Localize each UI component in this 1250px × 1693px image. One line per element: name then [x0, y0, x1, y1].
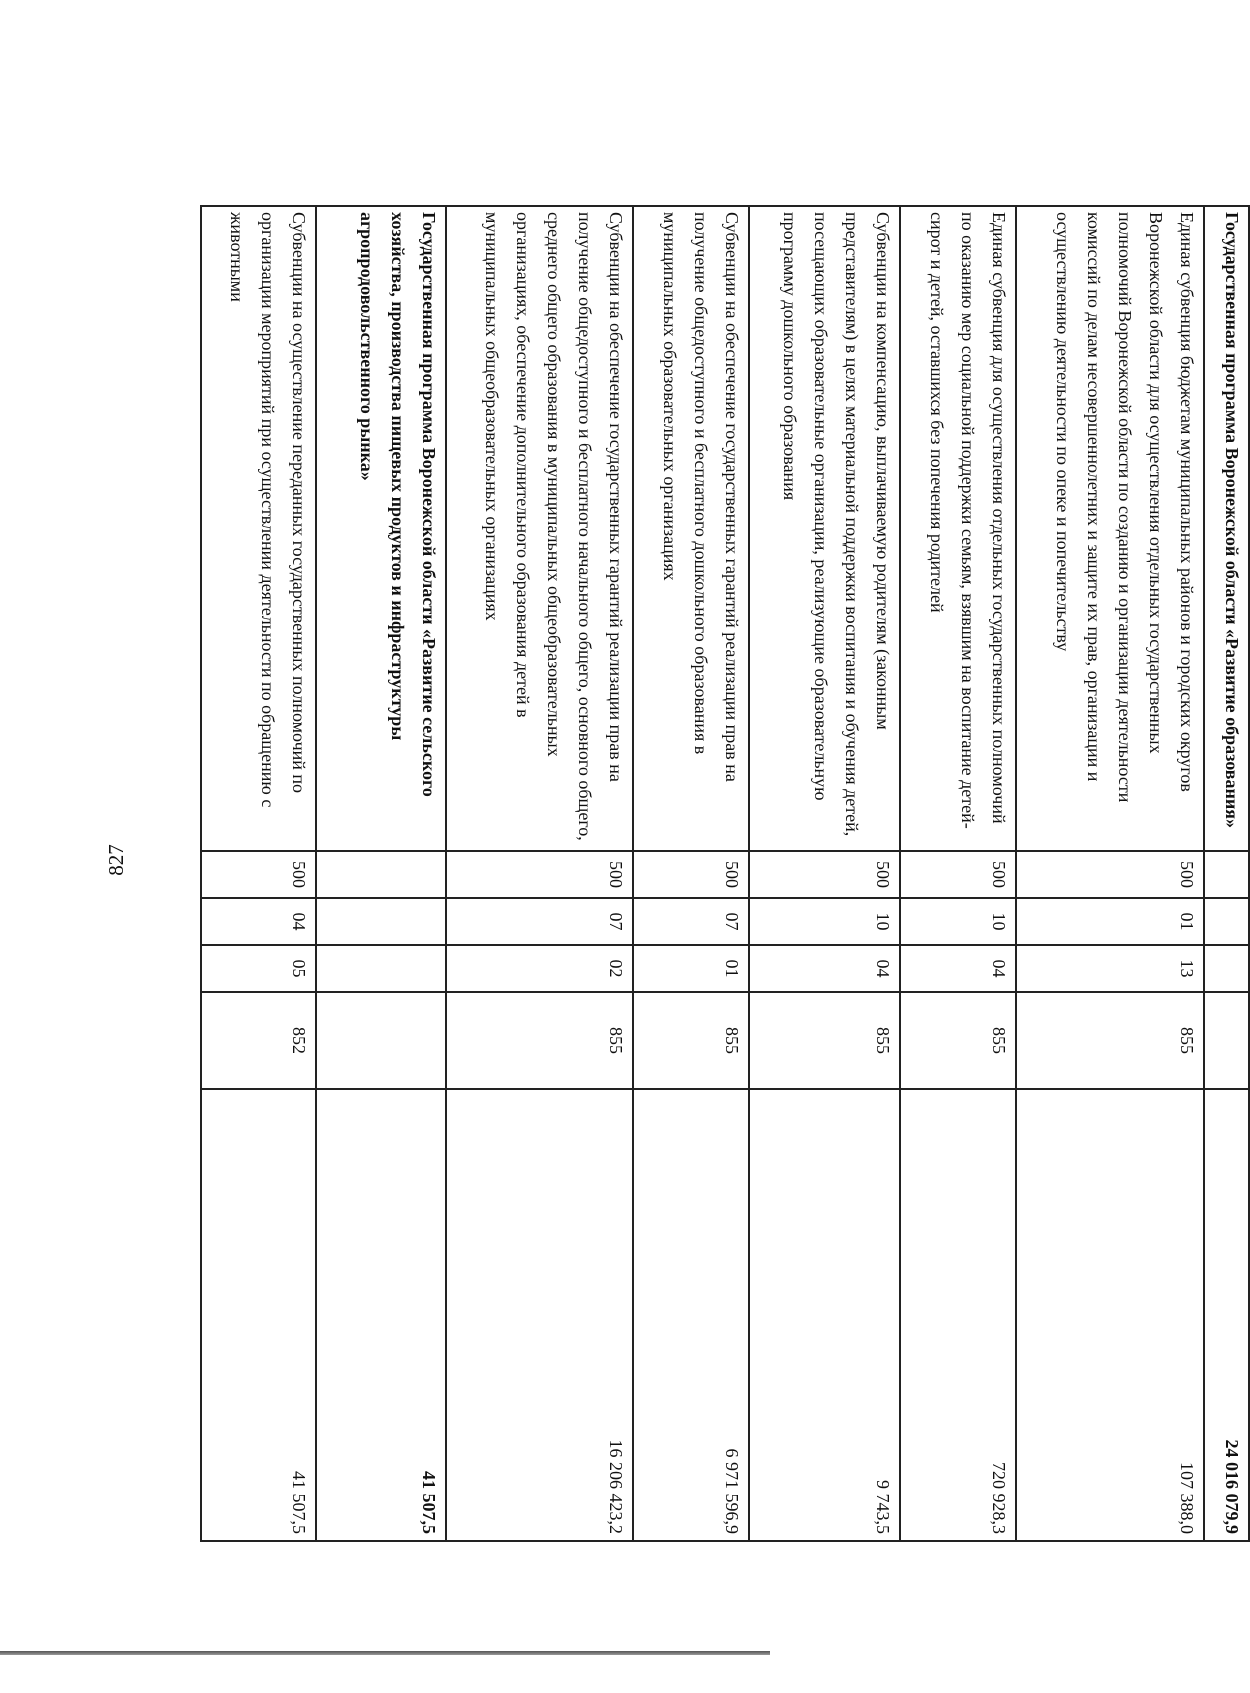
row-name: Субвенции на обеспечение государственных гарантий реализации прав на получение общедоступного и бесплатного начального общего, основного общего, среднего общего образования в муниципальных общеобразовательных организациях, обеспечение дополнительного образования детей в муниципальных общеобразовательных организациях — [446, 206, 634, 851]
row-code-3 — [316, 945, 446, 992]
row-code-3: 04 — [749, 945, 900, 992]
table-row — [1016, 206, 1204, 1541]
row-code-2: 04 — [201, 898, 316, 945]
table-row — [900, 206, 1016, 1541]
row-code-1: 500 — [633, 851, 749, 898]
table-row — [749, 206, 900, 1541]
row-name: Государственная программа Воронежской области «Развитие образования» — [1204, 206, 1249, 851]
table-row — [633, 206, 749, 1541]
row-code-4: 855 — [446, 992, 634, 1089]
row-code-3: 05 — [201, 945, 316, 992]
row-code-2 — [1204, 898, 1249, 945]
row-amount: 16 206 423,2 — [446, 1089, 634, 1541]
row-code-2: 10 — [900, 898, 1016, 945]
scan-edge-line — [0, 1651, 770, 1655]
row-code-4: 855 — [749, 992, 900, 1089]
row-amount: 41 507,5 — [201, 1089, 316, 1541]
row-amount: 24 016 079,9 — [1204, 1089, 1249, 1541]
row-code-2 — [316, 898, 446, 945]
row-name: Субвенции на осуществление переданных государственных полномочий по организации мероприятий при осуществлении деятельности по обращению с животными — [201, 206, 316, 851]
table-container — [200, 205, 1250, 1540]
row-code-4: 855 — [1016, 992, 1204, 1089]
row-code-4: 855 — [900, 992, 1016, 1089]
row-name: Государственная программа Воронежской области «Развитие сельского хозяйства, производства пищевых продуктов и инфраструктуры агропродовольственного рынка» — [316, 206, 446, 851]
row-name: Субвенции на обеспечение государственных гарантий реализации прав на получение общедоступного и бесплатного дошкольного образования в муниципальных образовательных организациях — [633, 206, 749, 851]
row-code-2: 07 — [633, 898, 749, 945]
row-code-3: 02 — [446, 945, 634, 992]
row-code-1: 500 — [749, 851, 900, 898]
row-code-4 — [1204, 992, 1249, 1089]
row-code-4 — [316, 992, 446, 1089]
row-code-4: 852 — [201, 992, 316, 1089]
row-name: Единая субвенция для осуществления отдельных государственных полномочий по оказанию мер социальной поддержки семьям, взявшим на воспитание детей-сирот и детей, оставшихся без попечения родителей — [900, 206, 1016, 851]
page-number: 827 — [104, 844, 128, 876]
budget-table — [200, 205, 1250, 1542]
row-code-3: 01 — [633, 945, 749, 992]
row-code-1: 500 — [1016, 851, 1204, 898]
row-code-3: 13 — [1016, 945, 1204, 992]
row-name: Субвенции на компенсацию, выплачиваемую родителям (законным представителям) в целях материальной поддержки воспитания и обучения детей, посещающих образовательные организации, реализующие образовательную программу дошкольного образования — [749, 206, 900, 851]
row-amount: 6 971 596,9 — [633, 1089, 749, 1541]
row-code-4: 855 — [633, 992, 749, 1089]
table-row — [446, 206, 634, 1541]
row-code-3 — [1204, 945, 1249, 992]
row-code-2: 01 — [1016, 898, 1204, 945]
row-amount: 107 388,0 — [1016, 1089, 1204, 1541]
row-name: Единая субвенция бюджетам муниципальных районов и городских округов Воронежской области для осуществления отдельных государственных полномочий Воронежской области по созданию и организации деятельности комиссий по делам несовершеннолетних и защите их прав, организации и осуществлению деятельности по опеке и попечительству — [1016, 206, 1204, 851]
row-code-2: 10 — [749, 898, 900, 945]
row-code-1: 500 — [446, 851, 634, 898]
row-code-2: 07 — [446, 898, 634, 945]
row-amount: 720 928,3 — [900, 1089, 1016, 1541]
row-code-1: 500 — [201, 851, 316, 898]
row-amount: 41 507,5 — [316, 1089, 446, 1541]
row-code-1 — [1204, 851, 1249, 898]
row-code-1: 500 — [900, 851, 1016, 898]
row-code-3: 04 — [900, 945, 1016, 992]
table-row — [1204, 206, 1249, 1541]
row-amount: 9 743,5 — [749, 1089, 900, 1541]
row-code-1 — [316, 851, 446, 898]
table-row — [316, 206, 446, 1541]
table-row — [201, 206, 316, 1541]
